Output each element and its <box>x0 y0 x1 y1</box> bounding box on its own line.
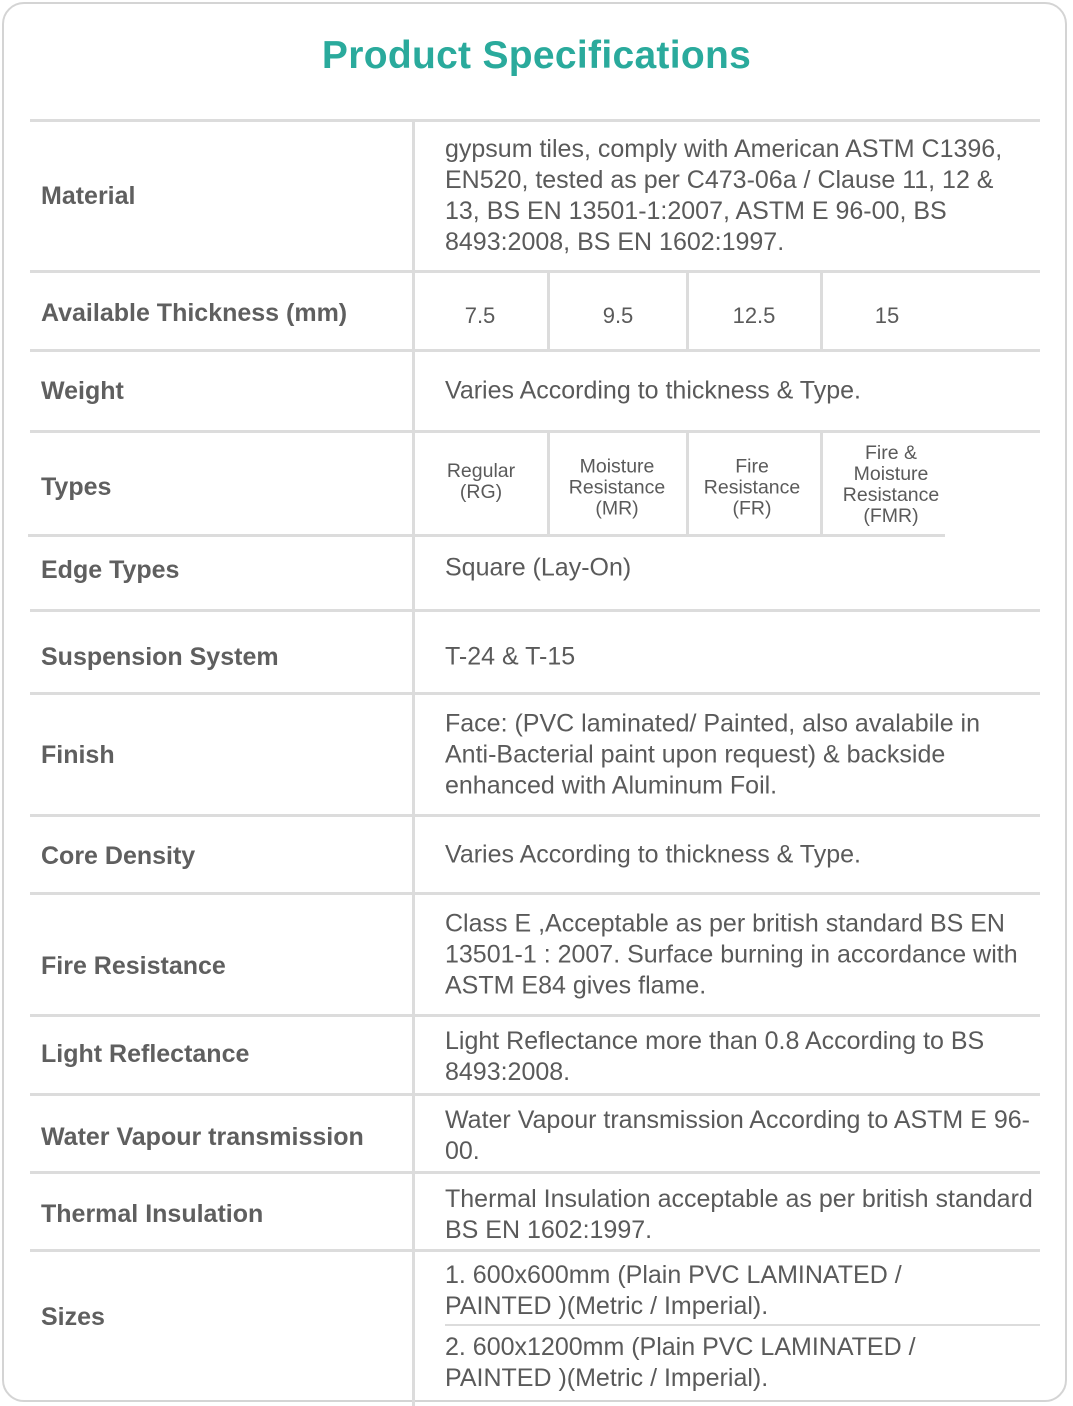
row-divider <box>30 814 1040 817</box>
row-label-suspension-system: Suspension System <box>41 643 279 671</box>
type-fire-moisture-resistance: Fire & Moisture Resistance (FMR) <box>842 442 940 527</box>
row-value-thermal-insulation: Thermal Insulation acceptable as per british standard BS EN 1602:1997. <box>445 1185 1033 1244</box>
cell-divider <box>547 432 550 534</box>
type-moisture-resistance: Moisture Resistance (MR) <box>568 455 666 520</box>
cell-divider <box>686 272 689 349</box>
row-label-fire-resistance: Fire Resistance <box>41 952 226 980</box>
row-divider <box>30 119 1040 122</box>
type-regular: Regular (RG) <box>446 460 516 503</box>
sizes-divider <box>445 1324 1040 1326</box>
row-value-finish: Face: (PVC laminated/ Painted, also avalabile in Anti-Bacterial paint upon request) & backside enhanced with Aluminum Foil. <box>445 709 981 800</box>
row-divider <box>30 1014 1040 1017</box>
thickness-value: 7.5 <box>464 303 496 328</box>
cell-divider <box>686 432 689 534</box>
cell-divider <box>820 432 823 534</box>
row-value-material: gypsum tiles, comply with American ASTM C1396, EN520, tested as per C473-06a / Clause 11, 12 & 13, BS EN 13501-1:2007, ASTM E 96-00, BS 8493:2008, BS EN 1602:1997. <box>445 135 1003 256</box>
row-divider <box>30 430 1040 433</box>
size-option: 1. 600x600mm (Plain PVC LAMINATED / PAINTED )(Metric / Imperial). <box>445 1261 902 1320</box>
row-divider <box>30 270 1040 273</box>
row-divider <box>30 1171 1040 1174</box>
row-value-suspension-system: T-24 & T-15 <box>445 642 576 671</box>
row-divider <box>30 692 1040 695</box>
type-fire-resistance: Fire Resistance (FR) <box>703 455 801 520</box>
row-value-fire-resistance: Class E ,Acceptable as per british standard BS EN 13501-1 : 2007. Surface burning in accordance with ASTM E84 gives flame. <box>445 909 1018 1000</box>
row-value-core-density: Varies According to thickness & Type. <box>445 840 861 869</box>
row-divider <box>30 349 1040 352</box>
row-value-weight: Varies According to thickness & Type. <box>445 376 861 405</box>
row-label-thickness: Available Thickness (mm) <box>41 299 348 327</box>
size-option: 2. 600x1200mm (Plain PVC LAMINATED / PAINTED )(Metric / Imperial). <box>445 1333 916 1392</box>
column-divider <box>412 120 415 1406</box>
page-title: Product Specifications <box>321 34 752 77</box>
thickness-value: 9.5 <box>602 303 634 328</box>
row-label-edge-types: Edge Types <box>41 556 180 584</box>
thickness-value: 12.5 <box>732 303 776 328</box>
cell-divider <box>820 272 823 349</box>
row-divider <box>30 892 1040 895</box>
row-label-types: Types <box>41 473 112 501</box>
row-label-thermal-insulation: Thermal Insulation <box>41 1200 264 1228</box>
row-label-core-density: Core Density <box>41 842 196 870</box>
thickness-value: 15 <box>874 303 900 328</box>
row-label-material: Material <box>41 182 136 210</box>
row-value-water-vapour: Water Vapour transmission According to ASTM E 96-00. <box>445 1106 1030 1165</box>
row-divider <box>30 1093 1040 1096</box>
row-label-water-vapour: Water Vapour transmission <box>41 1123 364 1151</box>
row-value-edge-types: Square (Lay-On) <box>445 553 632 582</box>
row-divider <box>30 609 1040 612</box>
row-divider <box>28 534 945 537</box>
row-label-finish: Finish <box>41 741 115 769</box>
row-label-weight: Weight <box>41 377 124 405</box>
row-label-light-reflectance: Light Reflectance <box>41 1040 250 1068</box>
row-divider <box>30 1249 1040 1252</box>
row-label-sizes: Sizes <box>41 1303 105 1331</box>
row-value-light-reflectance: Light Reflectance more than 0.8 According to BS 8493:2008. <box>445 1027 985 1086</box>
cell-divider <box>547 272 550 349</box>
